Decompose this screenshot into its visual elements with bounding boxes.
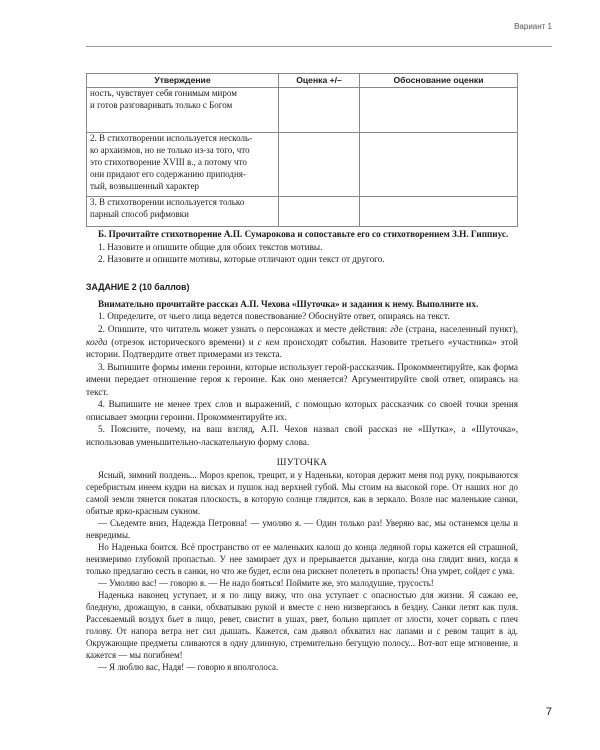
- page-number: 7: [545, 706, 552, 718]
- q2-text: 2. Опишите, что читатель может узнать о персонажах и месте действия:: [98, 323, 391, 334]
- story-title: ШУТОЧКА: [276, 457, 328, 468]
- table-row: [87, 197, 518, 227]
- part-b-section: [86, 228, 518, 266]
- header-score: Оценка +/–: [279, 74, 360, 88]
- reasoning-cell[interactable]: [360, 133, 518, 197]
- story-section: [86, 456, 518, 673]
- score-cell[interactable]: [279, 133, 360, 197]
- reasoning-cell[interactable]: [360, 197, 518, 227]
- task2-question: [86, 323, 518, 361]
- evaluation-table: [86, 73, 518, 227]
- q2-text: (страна, населенный пункт),: [402, 323, 518, 334]
- variant-label: Вариант 1: [514, 22, 552, 31]
- table-header-row: [87, 74, 518, 88]
- part-b-item: 2. Назовите и опишите мотивы, которые отличают один текст от другого.: [98, 254, 385, 265]
- task2-question: 3. Выпишите формы имени героини, которые использует герой-рассказчик. Прокомментируйте, как форма имени передает отношение героя к героине. Как оно меняется? Аргументируйте свой ответ, опираясь на текст.: [86, 361, 518, 397]
- story-paragraph: Ясный, зимний полдень... Мороз крепок, трещит, и у Наденьки, которая держит меня под руку, покрываются серебристым инеем кудри на висках и пушок над верхней губой. Мы стоим на высокой горе. От наших ног до самой земли тянется покатая плоскость, в которую солнце глядится, как в зеркало. Возле нас маленькие санки, обитые ярко-красным сукном.: [86, 470, 518, 517]
- q2-where: где: [390, 323, 403, 334]
- task2-section: [86, 282, 518, 448]
- q2-who: с кем: [257, 336, 280, 347]
- q2-text: (отрезок исторического времени) и: [107, 336, 258, 347]
- statement-cell: 3. В стихотворении используется только парный способ рифмовки: [87, 197, 279, 227]
- part-b-intro: Б. Прочитайте стихотворение А.П. Сумарокова и сопоставьте его со стихотворением З.Н. Гиппиус.: [98, 229, 509, 239]
- story-paragraph: — Я люблю вас, Надя! — говорю я вполголоса.: [98, 662, 279, 673]
- score-cell[interactable]: [279, 88, 360, 133]
- score-cell[interactable]: [279, 197, 360, 227]
- task2-instruction: Внимательно прочитайте рассказ А.П. Чехова «Шуточка» и задания к нему. Выполните их.: [98, 298, 479, 309]
- task2-question: 5. Поясните, почему, на ваш взгляд, А.П. Чехов назвал свой рассказ не «Шутка», а «Шуточка», использовав уменьшительно-ласкательную форму слова.: [86, 424, 518, 447]
- q2-text: происходят события. Назовите третьего «участника» этой истории. Подтвердите ответ примерами из текста.: [86, 336, 518, 360]
- reasoning-cell[interactable]: [360, 88, 518, 133]
- story-paragraph: — Съедемте вниз, Надежда Петровна! — умоляю я. — Один только раз! Уверяю вас, мы останемся целы и невредимы.: [86, 518, 518, 541]
- table-row: [87, 133, 518, 197]
- q2-when: когда: [86, 336, 108, 347]
- header-reasoning: Обоснование оценки: [360, 74, 518, 88]
- task2-question: 1. Определите, от чьего лица ведется повествование? Обоснуйте ответ, опираясь на текст.: [98, 311, 450, 322]
- statement-cell: 2. В стихотворении используется несколь- ко архаизмов, но не только из-за того, что это стихотворение XVIII в., а потому что они придают его содержанию приподня- тый, возвышенный характер: [87, 133, 279, 197]
- statement-cell: ность, чувствует себя гонимым миром и готов разговаривать только с Богом: [87, 88, 279, 133]
- story-paragraph: Но Наденька боится. Всё пространство от ее маленьких калош до конца ледяной горы кажется ей страшной, неизмеримо глубокой пропастью. У нее замирает дух и прерывается дыхание, когда она глядит вниз, когда я только предлагаю сесть в санки, но что же будет, если она рискнет полететь в пропасть! Она умрет, сойдет с ума.: [86, 542, 518, 577]
- story-paragraph: Наденька наконец уступает, и я по лицу вижу, что она уступает с опасностью для жизни. Я сажаю ее, бледную, дрожащую, в санки, обхватываю рукой и вместе с нею низвергаюсь в бездну. Санки летят как пуля. Рассекаемый воздух бьет в лицо, ревет, свистит в ушах, рвет, больно щиплет от злости, хочет сорвать с плеч голову. От напора ветра нет сил дышать. Кажется, сам дьявол обхватил нас лапами и с ревом тащит в ад. Окружающие предметы сливаются в одну длинную, стремительно бегущую полосу... Вот-вот еще мгновение, и кажется — мы погибнем!: [86, 590, 518, 661]
- task2-question: 4. Выпишите не менее трех слов и выражений, с помощью которых рассказчик со своей точки зрения описывает эмоции героини. Прокомментируйте их.: [86, 399, 518, 422]
- part-b-item: 1. Назовите и опишите общие для обоих текстов мотивы.: [98, 241, 323, 252]
- story-paragraph: — Умоляю вас! — говорю я. — Не надо бояться! Поймите же, это малодушие, трусость!: [98, 578, 434, 589]
- header-statement: Утверждение: [87, 74, 279, 88]
- header-divider: [86, 46, 552, 47]
- table-row: [87, 88, 518, 133]
- task2-title: ЗАДАНИЕ 2 (10 баллов): [86, 282, 190, 292]
